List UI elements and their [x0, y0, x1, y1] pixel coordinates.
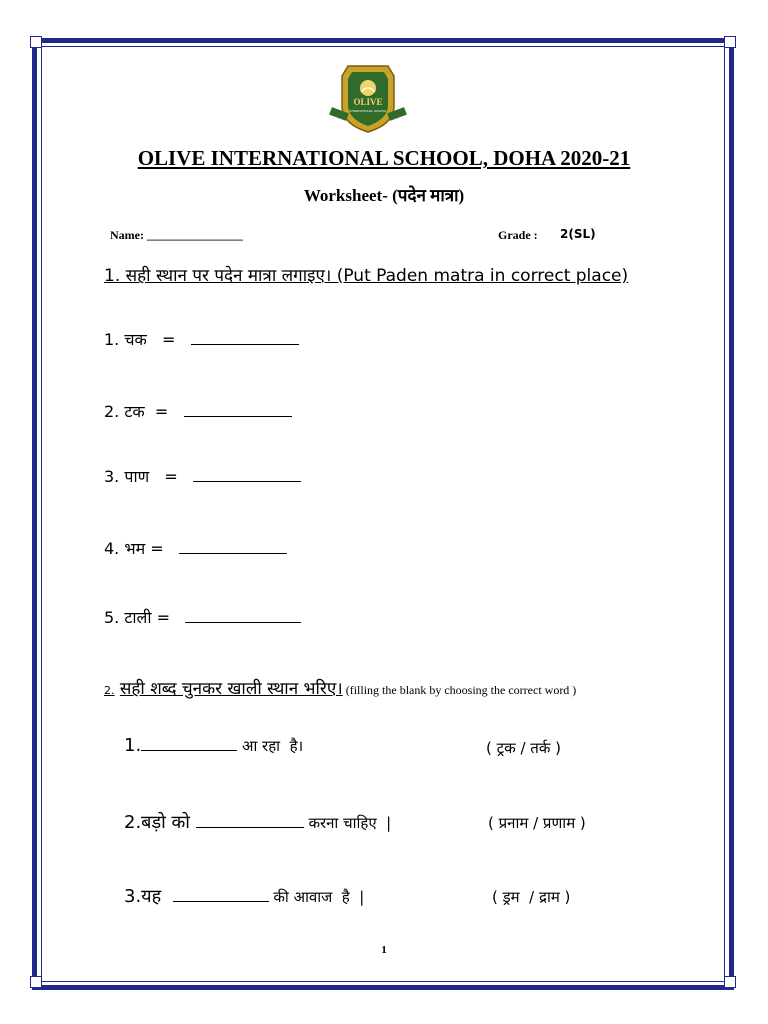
worksheet-title: Worksheet- (पदेन मात्रा) — [303, 186, 465, 205]
fill-item: 1. आ रहा है। — [124, 735, 304, 756]
corner-ornament-bottom-left — [30, 976, 42, 988]
section2-heading: 2. सही शब्द चुनकर खाली स्थान भरिए। (filling the blank by choosing the correct word ) — [104, 679, 577, 699]
name-label: Name: ________________ — [110, 228, 243, 242]
school-logo — [328, 62, 408, 136]
section1-item: 1. चक = — [104, 328, 299, 350]
logo-sub-text: INTERNATIONAL SCHOOL — [349, 109, 387, 113]
answer-blank[interactable] — [191, 330, 299, 345]
answer-blank[interactable] — [179, 539, 287, 554]
logo-name-text: OLIVE — [353, 97, 383, 107]
answer-blank[interactable] — [185, 608, 301, 623]
fill-item: 3.यह की आवाज है | — [124, 886, 365, 907]
school-title: OLIVE INTERNATIONAL SCHOOL, DOHA 2020-21 — [137, 146, 631, 170]
corner-ornament-top-left — [30, 36, 42, 48]
page-number: 1 — [381, 944, 387, 956]
section1-item: 2. टक = — [104, 400, 292, 422]
word-options: ( ड्रम / द्राम ) — [492, 888, 571, 906]
grade-value: 2(SL) — [560, 227, 596, 241]
word-options: ( ट्रक / तर्क ) — [486, 739, 561, 757]
answer-blank[interactable] — [196, 813, 304, 828]
grade-label: Grade : — [498, 228, 538, 242]
fill-item: 2.बड़ो को करना चाहिए | — [124, 812, 392, 833]
answer-blank[interactable] — [184, 402, 292, 417]
corner-ornament-bottom-right — [724, 976, 736, 988]
answer-blank[interactable] — [173, 887, 269, 902]
answer-blank[interactable] — [193, 467, 301, 482]
section1-item: 4. भम = — [104, 537, 287, 559]
section1-heading: 1. सही स्थान पर पदेन मात्रा लगाइए। (Put Paden matra in correct place) — [104, 266, 629, 286]
word-options: ( प्रनाम / प्रणाम ) — [488, 814, 586, 832]
answer-blank[interactable] — [141, 736, 237, 751]
section1-item: 5. टाली = — [104, 606, 301, 628]
corner-ornament-top-right — [724, 36, 736, 48]
section1-item: 3. पाण = — [104, 465, 301, 487]
